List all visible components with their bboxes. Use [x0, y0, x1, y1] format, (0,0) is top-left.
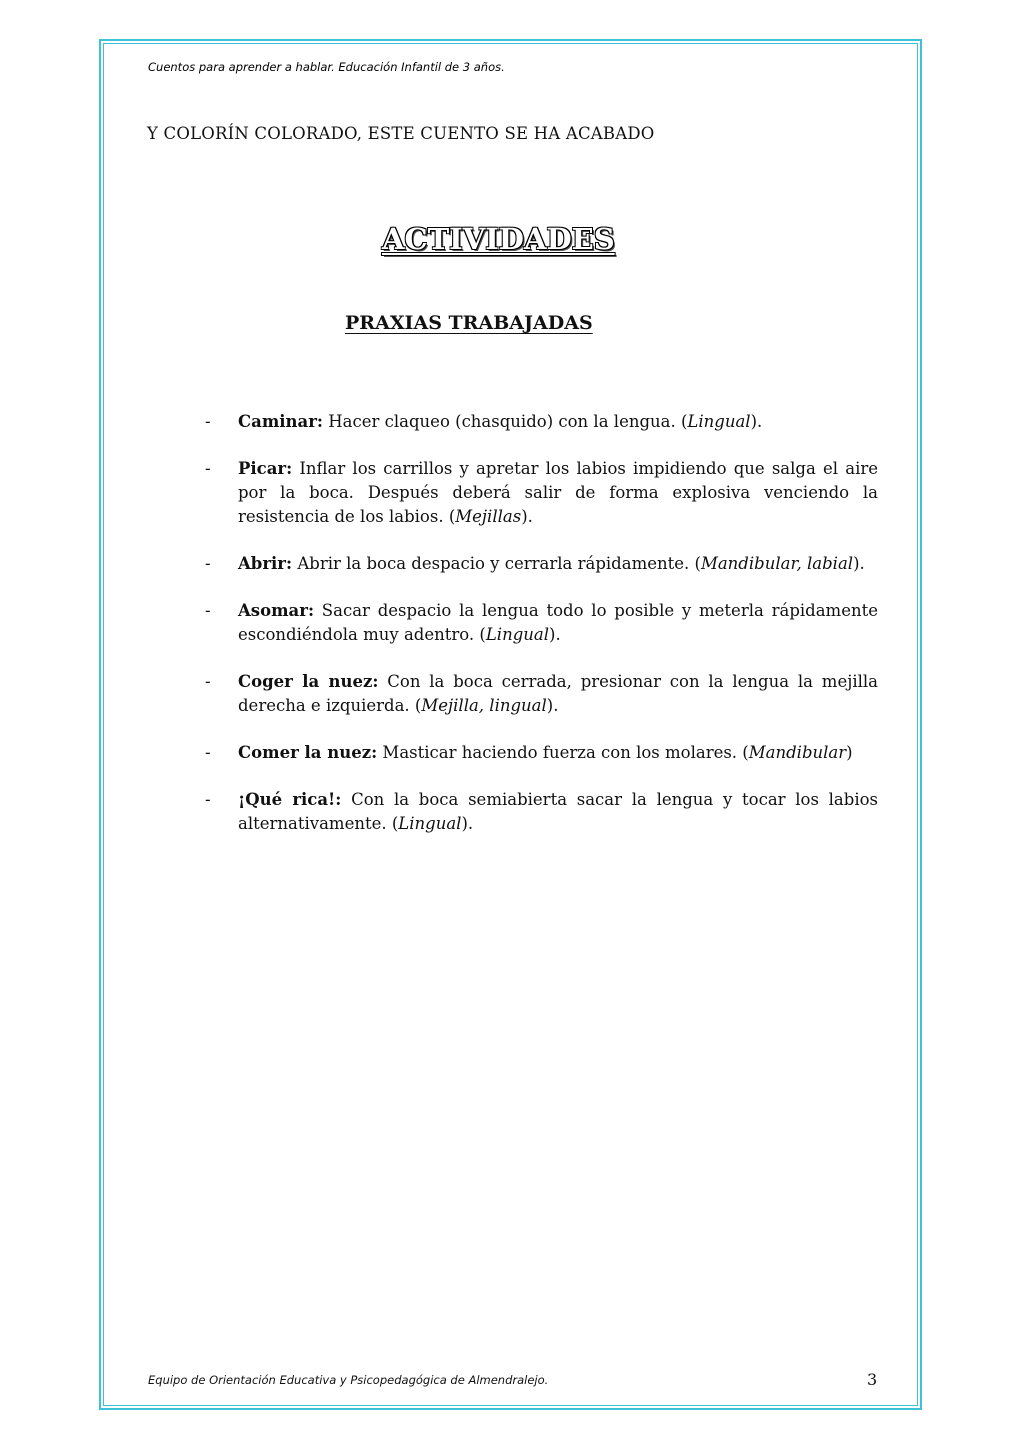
praxis-description: Inflar los carrillos y apretar los labios impidiendo que salga el aire por la boca. Después deberá salir de forma explosiva venciendo la resistencia de los labios. ( — [238, 459, 878, 526]
praxis-end: ). — [521, 507, 533, 526]
praxis-item-comer-la-nuez — [205, 741, 878, 765]
running-header: Cuentos para aprender a hablar. Educación Infantil de 3 años. — [148, 60, 505, 74]
title-container — [382, 222, 615, 256]
praxis-end: ). — [750, 412, 763, 431]
praxis-area: Mejilla, lingual — [421, 696, 547, 715]
praxis-item-asomar — [205, 599, 878, 647]
praxis-area: Mandibular — [748, 743, 847, 762]
section-subtitle: PRAXIAS TRABAJADAS — [345, 312, 593, 334]
praxis-area: Lingual — [687, 412, 751, 431]
list-dash: - — [205, 672, 211, 691]
praxis-end: ). — [546, 696, 559, 715]
list-dash: - — [205, 412, 211, 431]
praxis-name: ¡Qué rica!: — [238, 790, 342, 809]
praxis-name: Picar: — [238, 459, 293, 478]
page-number: 3 — [867, 1370, 878, 1389]
story-closing-line: Y COLORÍN COLORADO, ESTE CUENTO SE HA ACABADO — [147, 124, 655, 143]
praxis-item-que-rica — [205, 788, 878, 836]
praxis-description: Hacer claqueo (chasquido) con la lengua. ( — [323, 412, 688, 431]
praxis-description: Con la boca semiabierta sacar la lengua y tocar los labios alternativamente. ( — [238, 790, 878, 833]
praxis-list — [205, 410, 878, 859]
list-dash: - — [205, 459, 211, 478]
praxis-end: ). — [461, 814, 474, 833]
praxis-area: Lingual — [398, 814, 462, 833]
praxis-name: Coger la nuez: — [238, 672, 379, 691]
praxis-description: Abrir la boca despacio y cerrarla rápidamente. ( — [292, 554, 701, 573]
list-dash: - — [205, 790, 211, 809]
praxis-end: ) — [846, 743, 853, 762]
praxis-item-caminar — [205, 410, 878, 434]
praxis-name: Comer la nuez: — [238, 743, 378, 762]
praxis-item-coger-la-nuez — [205, 670, 878, 718]
praxis-area: Mejillas — [455, 507, 522, 526]
praxis-item-abrir — [205, 552, 878, 576]
praxis-name: Caminar: — [238, 412, 324, 431]
praxis-description: Masticar haciendo fuerza con los molares. ( — [377, 743, 749, 762]
praxis-name: Abrir: — [238, 554, 293, 573]
praxis-end: ). — [853, 554, 865, 573]
running-footer: Equipo de Orientación Educativa y Psicopedagógica de Almendralejo. — [148, 1373, 549, 1387]
praxis-description: Sacar despacio la lengua todo lo posible y meterla rápidamente escondiéndola muy adentro. ( — [238, 601, 878, 644]
list-dash: - — [205, 554, 211, 573]
list-dash: - — [205, 601, 211, 620]
praxis-end: ). — [549, 625, 561, 644]
page-title: ACTIVIDADES — [382, 222, 615, 256]
praxis-area: Lingual — [485, 625, 550, 644]
praxis-description: Con la boca cerrada, presionar con la lengua la mejilla derecha e izquierda. ( — [238, 672, 879, 715]
praxis-area: Mandibular, labial — [700, 554, 854, 573]
praxis-name: Asomar: — [238, 601, 315, 620]
list-dash: - — [205, 743, 211, 762]
praxis-item-picar — [205, 457, 878, 529]
